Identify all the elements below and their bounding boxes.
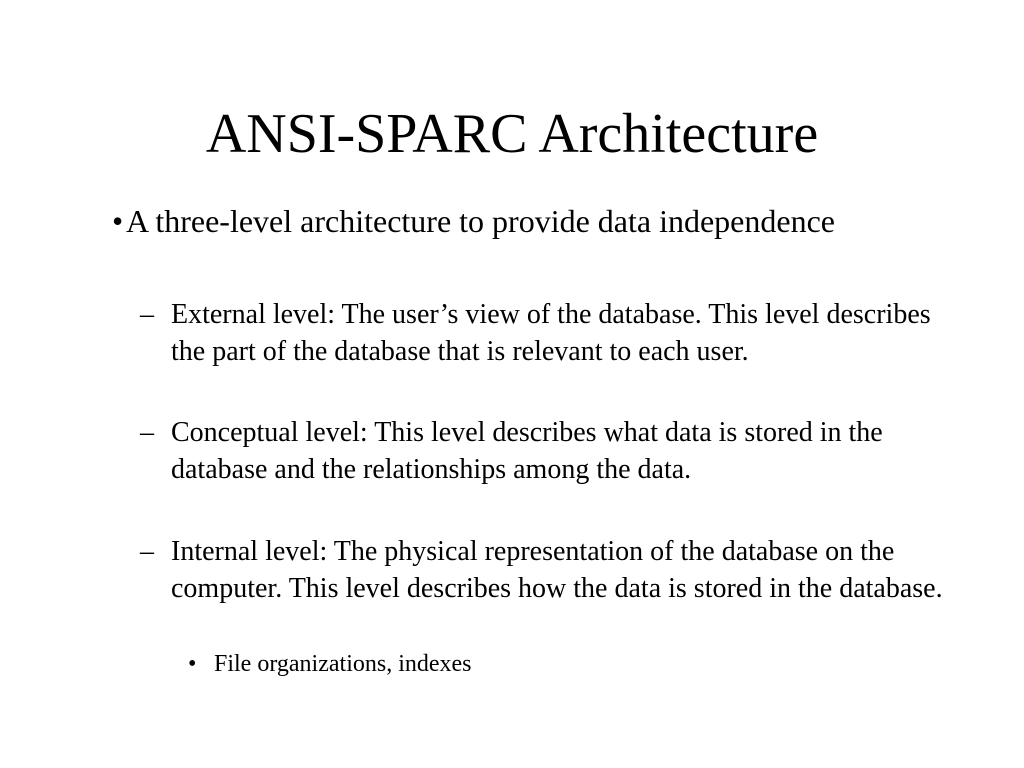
dash-marker: – <box>140 417 154 448</box>
dash-marker: – <box>140 299 154 330</box>
bullet-text: Internal level: The physical representation of the database on the computer. This level describes how the data is stored in the database. <box>171 536 943 604</box>
dash-marker: – <box>140 536 154 567</box>
slide-title: ANSI-SPARC Architecture <box>205 103 819 165</box>
bullet-marker: • <box>112 203 124 239</box>
bullet-text: File organizations, indexes <box>214 651 472 677</box>
bullet-text: External level: The user’s view of the database. This level describes the part of the database that is relevant to each user. <box>171 299 931 367</box>
bullet-marker: • <box>188 651 197 677</box>
bullet-text: Conceptual level: This level describes what data is stored in the database and the relationships among the data. <box>171 417 883 485</box>
bullet-text: A three-level architecture to provide data independence <box>126 203 835 239</box>
